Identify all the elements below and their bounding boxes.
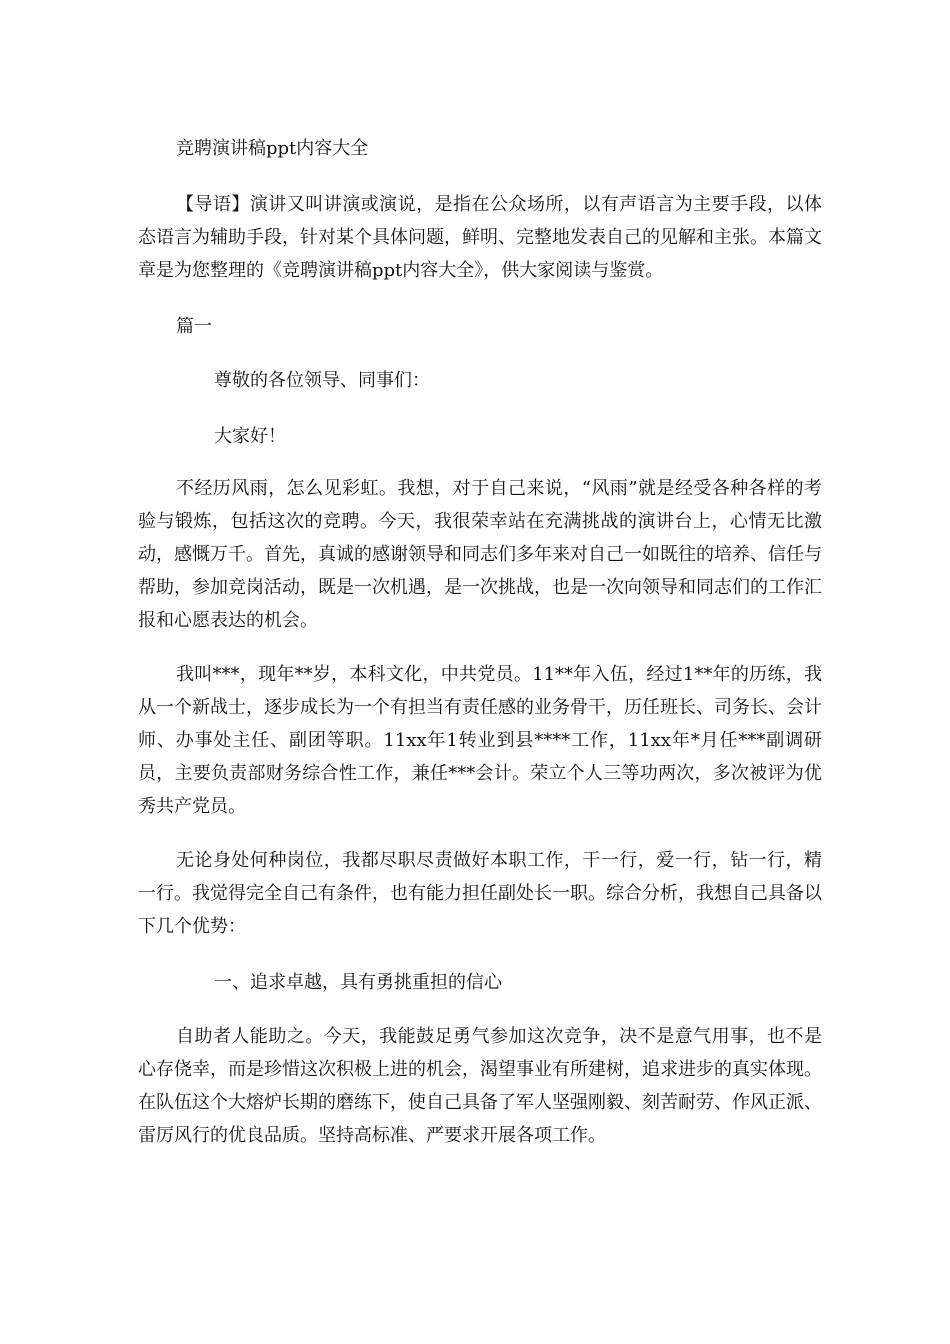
document-title: 竞聘演讲稿ppt内容大全 <box>176 138 369 159</box>
body-paragraph: 自助者人能助之。今天，我能鼓足勇气参加这次竞争，决不是意气用事，也不是心存侥幸，而是珍惜这次积极上进的机会，渴望事业有所建树，追求进步的真实体现。在队伍这个大熔炉长期的磨练下，使自己具备了军人坚强刚毅、刻苦耐劳、作风正派、雷厉风行的优良品质。坚持高标准、严要求开展各项工作。 <box>138 1026 822 1146</box>
body-paragraph: 我叫***，现年**岁，本科文化，中共党员。11**年入伍，经过1**年的历练，我从一个新战士，逐步成长为一个有担当有责任感的业务骨干，历任班长、司务长、会计师、办事处主任、副团等职。11xx年1转业到县****工作，11xx年*月任***副调研员，主要负责部财务综合性工作，兼任***会计。荣立个人三等功两次，多次被评为优秀共产党员。 <box>138 664 822 817</box>
body-paragraph: 不经历风雨，怎么见彩虹。我想，对于自己来说，“风雨”就是经受各种各样的考验与锻炼，包括这次的竞聘。今天，我很荣幸站在充满挑战的演讲台上，心情无比激动，感慨万千。首先，真诚的感谢领导和同志们多年来对自己一如既往的培养、信任与帮助，参加竞岗活动，既是一次机遇，是一次挑战，也是一次向领导和同志们的工作汇报和心愿表达的机会。 <box>138 478 822 631</box>
body-paragraph: 无论身处何种岗位，我都尽职尽责做好本职工作，干一行，爱一行，钻一行，精一行。我觉得完全自己有条件，也有能力担任副处长一职。综合分析，我想自己具备以下几个优势： <box>138 850 822 937</box>
salutation: 尊敬的各位领导、同事们： <box>214 370 430 391</box>
greeting: 大家好！ <box>214 426 286 447</box>
section-heading: 一、追求卓越，具有勇挑重担的信心 <box>214 972 502 993</box>
intro-paragraph: 【导语】演讲又叫讲演或演说，是指在公众场所，以有声语言为主要手段，以体态语言为辅助手段，针对某个具体问题，鲜明、完整地发表自己的见解和主张。本篇文章是为您整理的《竞聘演讲稿ppt内容大全》，供大家阅读与鉴赏。 <box>138 194 822 281</box>
section-label: 篇一 <box>176 316 212 337</box>
